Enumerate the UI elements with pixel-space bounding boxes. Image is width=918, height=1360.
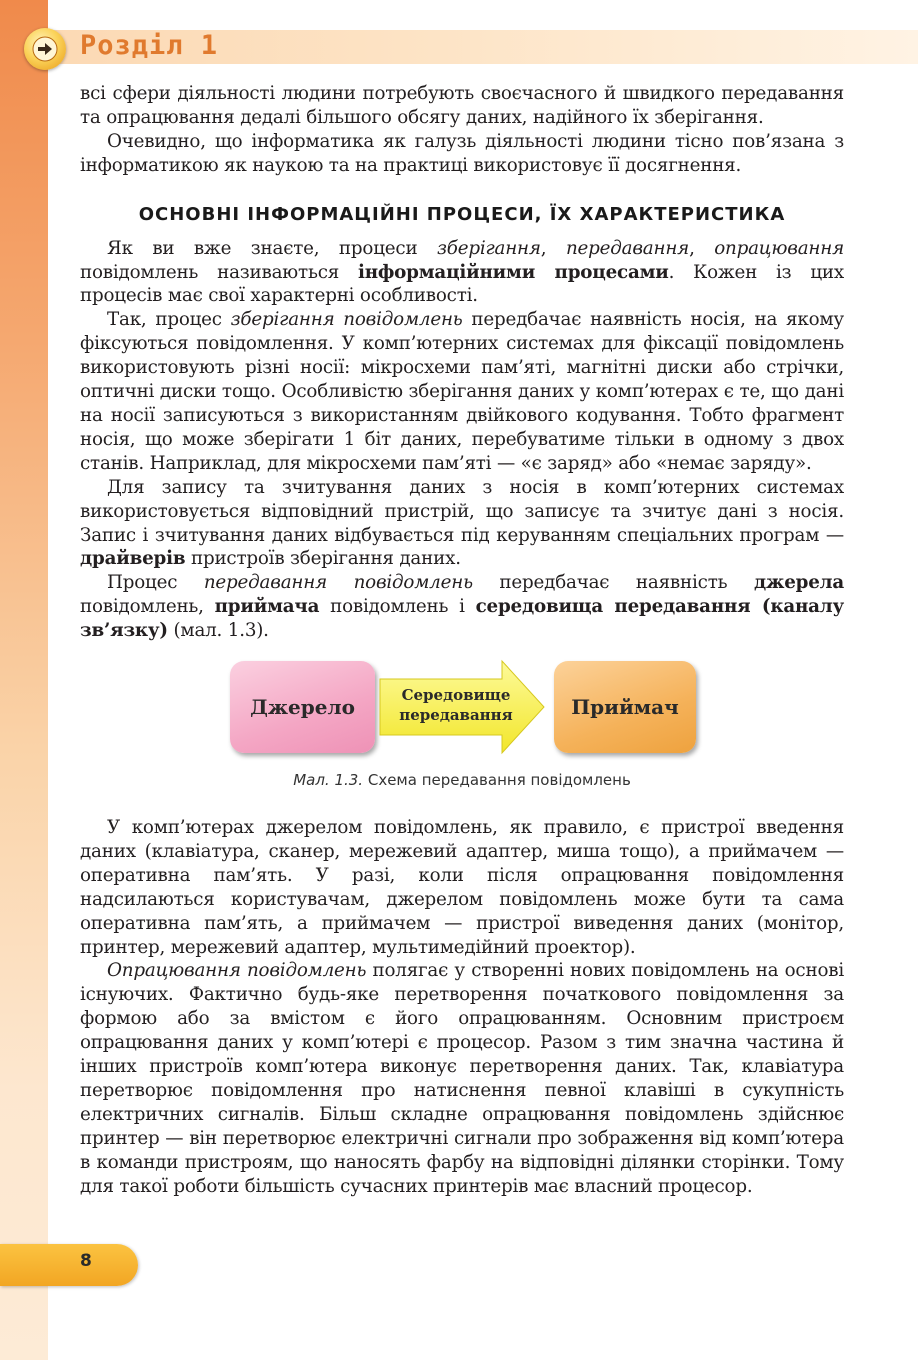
paragraph-intro-1: всі сфери діяльності людини потребують своєчасного й швидкого передавання та опрацювання дедалі більшого обсягу даних, надійного їх зберігання. (80, 83, 844, 128)
arrow-right-icon (24, 28, 66, 70)
paragraph-storage: Так, процес зберігання повідомлень передбачає наявність носія, на якому фіксуються повідомлення. У комп’ютерних системах для фіксації повідомлень використовують різні носії: мікросхеми пам’яті, магнітні диски або стрічки, оптичні диски тощо. Особливістю зберігання даних у комп’ютерах є те, що дані на носії записуються з використанням двійкового кодування. Тобто фрагмент носія, що може зберігати 1 біт даних, перебуватиме тільки в одному з двох станів. Наприклад, для мікросхеми пам’яті — «є заряд» або «немає заряду». (80, 309, 844, 474)
figure-transmission-scheme (80, 651, 844, 816)
figure-caption: Мал. 1.3. Схема передавання повідомлень (293, 771, 631, 790)
page-number-tab (0, 1244, 138, 1286)
page-content (80, 82, 844, 1199)
section-heading: ОСНОВНІ ІНФОРМАЦІЙНІ ПРОЦЕСИ, ЇХ ХАРАКТЕРИСТИКА (138, 203, 786, 225)
channel-label-line1: Середовище (401, 686, 511, 705)
paragraph-devices: У комп’ютерах джерелом повідомлень, як правило, є пристрої введення даних (клавіатура, сканер, мережевий адаптер, миша тощо), а приймачем — оперативна пам’ять. У разі, коли після опрацювання повідомлення надсилаються користувачам, джерелом повідомлень може бути та сама оперативна пам’ять, а приймачем — пристрої виведення даних (монітор, принтер, мережевий адаптер, мультимедійний проектор). (80, 817, 844, 958)
paragraph-drivers: Для запису та зчитування даних з носія в комп’ютерних системах використовується відповідний пристрій, що записує та зчитує дані з носія. Запис і зчитування даних відбувається під керуванням спеціальних програм — драйверів пристроїв зберігання даних. (80, 476, 844, 570)
page-number: 8 (80, 1251, 92, 1271)
paragraph-processes: Як ви вже знаєте, процеси зберігання, передавання, опрацювання повідомлень називаються інформаційними процесами. Кожен із цих процесів має свої характерні особливості. (80, 237, 844, 307)
channel-label (386, 685, 526, 725)
source-box: Джерело (230, 661, 375, 753)
paragraph-intro-2: Очевидно, що інформатика як галузь діяльності людини тісно пов’язана з інформатикою як наукою та на практиці використовує її досягнення. (80, 130, 844, 176)
receiver-box: Приймач (554, 661, 696, 753)
side-color-strip (0, 0, 48, 1360)
paragraph-transmission: Процес передавання повідомлень передбачає наявність джерела повідомлень, приймача повідомлень і середовища передавання (каналу зв’язку) (мал. 1.3). (80, 572, 844, 642)
paragraph-processing: Опрацювання повідомлень полягає у створенні нових повідомлень на основі існуючих. Фактично будь-яке перетворення початкового повідомлення за формою або за вмістом є його опрацюванням. Основним пристроєм опрацювання даних у комп’ютері є процесор. Разом з тим значна частина й інших пристроїв комп’ютера виконує перетворення даних. Так, клавіатура перетворює повідомлення про натиснення певної клавіші в сукупність електричних сигналів. Більш складне опрацювання повідомлень здійснює принтер — він перетворює електричні сигнали про зображення від комп’ютера в команди пристроям, що наносять фарбу на відповідні ділянки сторінки. Тому для такої роботи більшість сучасних принтерів має власний процесор. (80, 960, 845, 1197)
channel-label-line2: передавання (399, 706, 513, 725)
chapter-title: Розділ 1 (80, 30, 219, 61)
